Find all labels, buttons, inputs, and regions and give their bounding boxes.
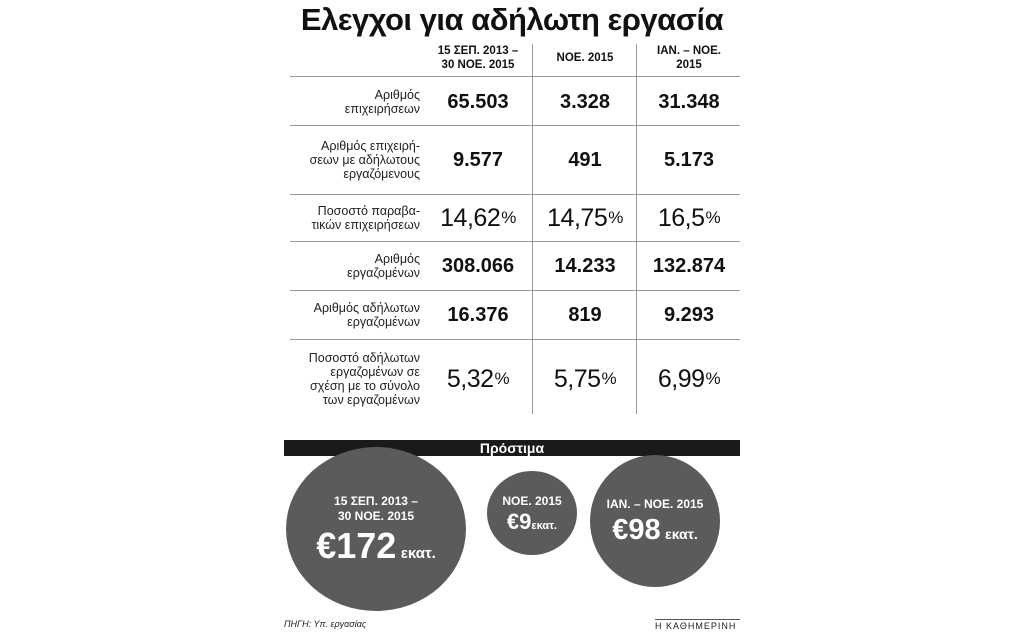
- column-header-jan-nov-2015: ΙΑΝ. – ΝΟΕ. 2015: [657, 45, 721, 71]
- table-cell-percent: 16,5 %: [657, 203, 721, 232]
- publisher-logo: Η ΚΑΘΗΜΕΡΙΝΗ: [655, 619, 740, 631]
- row-label-employees: Αριθμός εργαζομένων: [347, 252, 420, 280]
- table-cell-percent: 14,75 %: [547, 203, 623, 232]
- fine-amount: €172 εκατ.: [316, 525, 436, 566]
- table-cell: 31.348: [658, 90, 720, 113]
- column-divider: [636, 44, 637, 414]
- fine-period: ΙΑΝ. – ΝΟΕ. 2015: [606, 497, 704, 511]
- infographic-title: Ελεγχοι για αδήλωτη εργασία: [300, 2, 724, 37]
- table-cell-percent: 6,99 %: [657, 364, 721, 393]
- table-cell: 16.376: [447, 303, 509, 326]
- fine-amount: €9εκατ.: [506, 508, 558, 534]
- table-cell: 491: [568, 148, 602, 171]
- row-label-undeclared-employees: Αριθμός αδήλωτων εργαζομένων: [313, 301, 420, 329]
- source-note: ΠΗΓΗ: Υπ. εργασίας: [284, 619, 367, 629]
- column-header-nov-2015: ΝΟΕ. 2015: [556, 52, 614, 64]
- table-cell-percent: 14,62 %: [440, 203, 516, 232]
- fine-amount: €98 εκατ.: [612, 514, 698, 546]
- table-cell: 9.577: [452, 148, 504, 171]
- column-header-full-period: 15 ΣΕΠ. 2013 – 30 ΝΟΕ. 2015: [437, 45, 519, 71]
- table-cell: 132.874: [652, 254, 726, 277]
- fine-period: 15 ΣΕΠ. 2013 – 30 ΝΟΕ. 2015: [334, 494, 418, 523]
- fines-header: Πρόστιμα: [284, 440, 740, 456]
- fine-period: ΝΟΕ. 2015: [502, 493, 562, 508]
- row-label-violation-rate: Ποσοστό παραβα- τικών επιχειρήσεων: [311, 204, 420, 232]
- row-divider: [290, 76, 740, 77]
- table-cell: 14.233: [554, 254, 616, 277]
- row-divider: [290, 125, 740, 126]
- table-cell: 3.328: [559, 90, 611, 113]
- row-label-businesses: Αριθμός επιχειρήσεων: [344, 88, 420, 116]
- table-cell: 819: [568, 303, 602, 326]
- table-cell: 308.066: [441, 254, 515, 277]
- row-label-undeclared-share: Ποσοστό αδήλωτων εργαζομένων σε σχέση με το σύνολο των εργαζομένων: [308, 351, 420, 407]
- row-divider: [290, 194, 740, 195]
- fine-bubble-nov-2015: [487, 471, 577, 555]
- row-divider: [290, 339, 740, 340]
- row-divider: [290, 241, 740, 242]
- table-cell: 5.173: [663, 148, 715, 171]
- table-cell-percent: 5,32 %: [446, 364, 510, 393]
- row-divider: [290, 290, 740, 291]
- fine-bubble-jan-nov-2015: [590, 455, 720, 587]
- table-cell: 9.293: [663, 303, 715, 326]
- table-cell: 65.503: [447, 90, 509, 113]
- table-cell-percent: 5,75 %: [553, 364, 617, 393]
- fine-bubble-full-period: [286, 447, 466, 611]
- row-label-businesses-undeclared: Αριθμός επιχειρή- σεων με αδήλωτους εργαζόμενους: [309, 139, 420, 181]
- column-divider: [532, 44, 533, 414]
